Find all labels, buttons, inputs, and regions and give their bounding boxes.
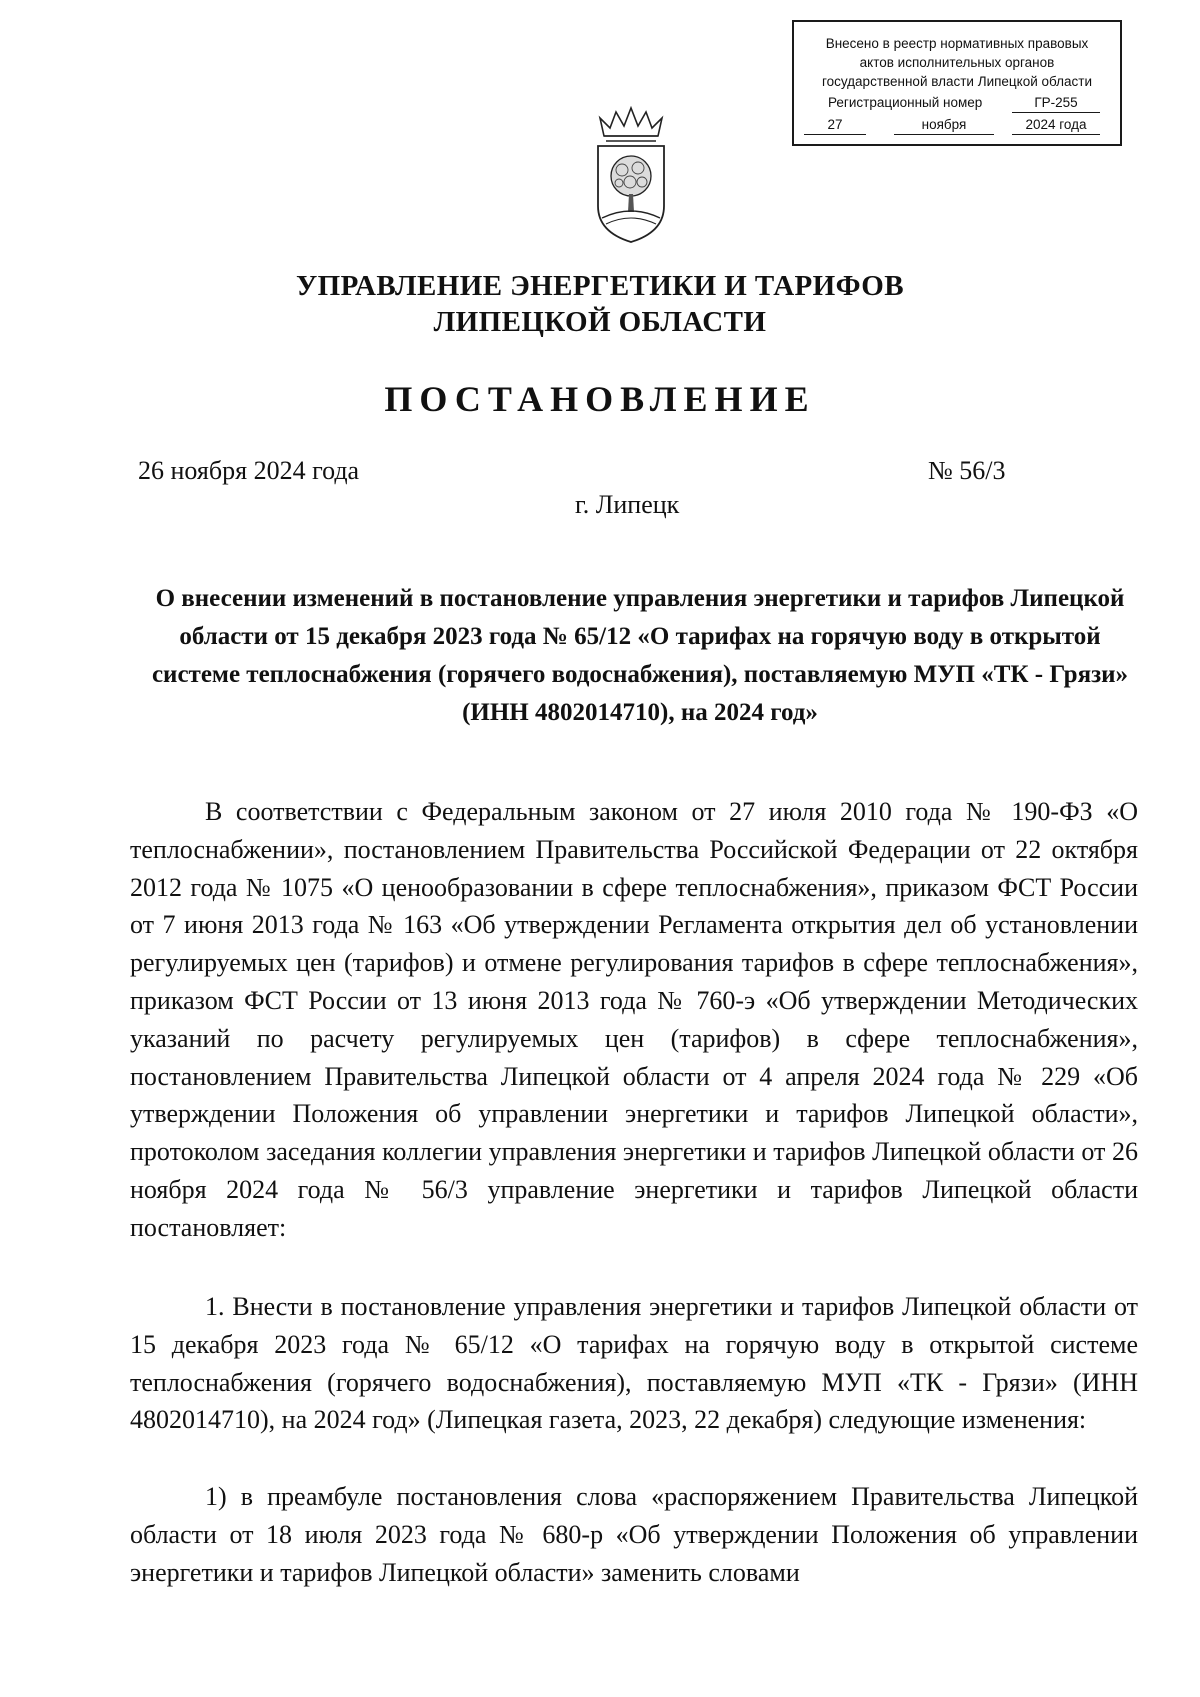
document-date: 26 ноября 2024 года — [138, 456, 360, 485]
organization-name-line-2: ЛИПЕЦКОЙ ОБЛАСТИ — [433, 306, 767, 338]
stamp-date-row — [794, 115, 1120, 135]
stamp-registration-row — [794, 93, 1120, 113]
organization-name-line-1: УПРАВЛЕНИЕ ЭНЕРГЕТИКИ И ТАРИФОВ — [296, 270, 904, 302]
document-number: № 56/3 — [928, 456, 1006, 485]
stamp-registration-number: ГР-255 — [1012, 93, 1100, 113]
stamp-line-2: актов исполнительных органов — [859, 55, 1055, 70]
registry-stamp — [792, 20, 1122, 146]
document-subject: О внесении изменений в постановление управления энергетики и тарифов Липецкой области от 15 декабря 2023 года № 65/12 «О тарифах на горячую воду в открытой системе теплоснабжения (горячего водоснабжения), поставляемую МУП «ТК - Грязи» (ИНН 4802014710), на 2024 год» — [151, 585, 1129, 726]
paragraph-item-1: 1. Внести в постановление управления энергетики и тарифов Липецкой области от 15 декабря 2023 года № 65/12 «О тарифах на горячую воду в открытой системе теплоснабжения (горячего водоснабжения), поставляемую МУП «ТК - Грязи» (ИНН 4802014710), на 2024 год» (Липецкая газета, 2023, 22 декабря) следующие изменения: — [130, 1292, 1138, 1435]
stamp-registration-label: Регистрационный номер — [828, 95, 983, 110]
document-city: г. Липецк — [575, 490, 680, 519]
paragraph-subitem-1: 1) в преамбуле постановления слова «распоряжением Правительства Липецкой области от 18 июля 2023 года № 680-р «Об утверждении Положения об управлении энергетики и тарифов Липецкой области» заменить словами — [130, 1482, 1138, 1587]
stamp-day: 27 — [804, 115, 866, 135]
coat-of-arms-icon — [590, 106, 672, 246]
paragraph-preamble: В соответствии с Федеральным законом от 27 июля 2010 года № 190-ФЗ «О теплоснабжении», постановлением Правительства Российской Федерации от 22 октября 2012 года № 1075 «О ценообразовании в сфере теплоснабжения», приказом ФСТ России от 7 июня 2013 года № 163 «Об утверждении Регламента открытия дел об установлении регулируемых цен (тарифов) и отмене регулирования тарифов в сфере теплоснабжения», приказом ФСТ России от 13 июня 2013 года № 760-э «Об утверждении Методических указаний по расчету регулируемых цен (тарифов) в сфере теплоснабжения», постановлением Правительства Липецкой области от 4 апреля 2024 года № 229 «Об утверждении Положения об управлении энергетики и тарифов Липецкой области», протоколом заседания коллегии управления энергетики и тарифов Липецкой области от 26 ноября 2024 года № 56/3 управление энергетики и тарифов Липецкой области постановляет: — [130, 797, 1138, 1242]
document-type: ПОСТАНОВЛЕНИЕ — [384, 379, 816, 419]
stamp-month: ноября — [894, 115, 994, 135]
stamp-line-3: государственной власти Липецкой области — [821, 74, 1093, 89]
stamp-year: 2024 года — [1012, 115, 1100, 135]
stamp-line-1: Внесено в реестр нормативных правовых — [825, 36, 1089, 51]
